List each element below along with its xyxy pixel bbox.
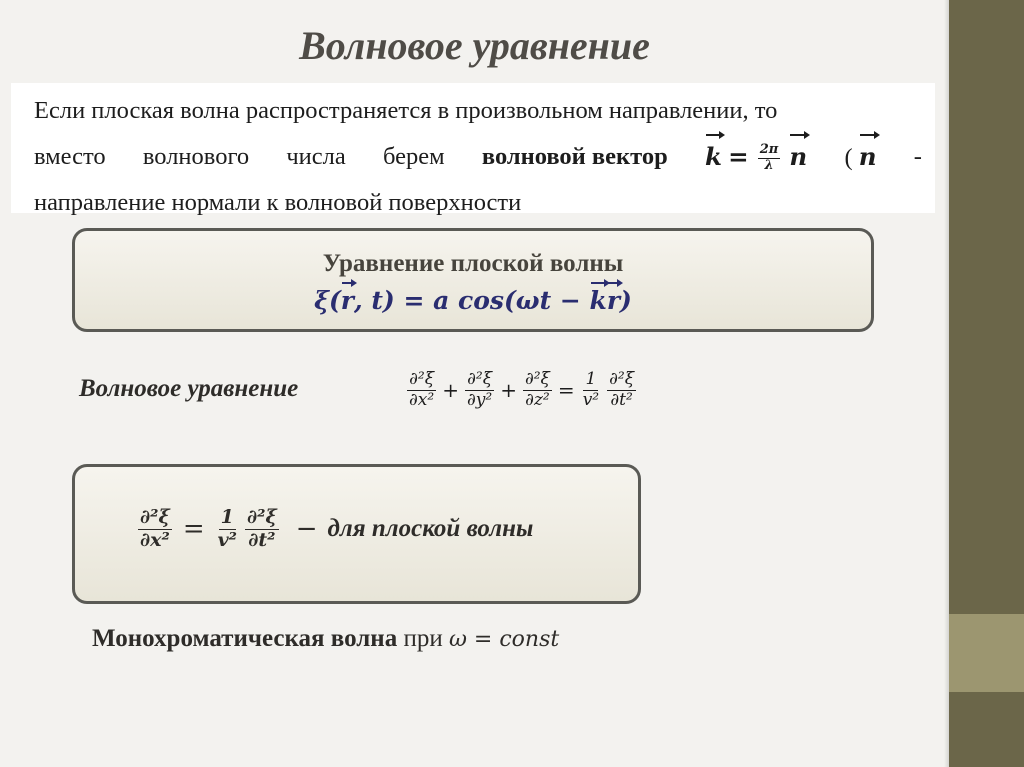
term-z [523,370,552,410]
fraction-denominator: ∂x² [140,528,170,551]
intro-word: числа [286,143,346,170]
vector-n-note: n [859,138,877,176]
fraction-numerator: ∂²ξ [524,369,550,389]
dash-symbol: − [295,514,318,545]
fraction-denominator: v² [217,528,237,551]
rhs-term [245,507,279,552]
plus-sign: + [500,378,517,403]
vector-k: k [589,286,607,315]
intro-word: вместо [34,143,106,170]
vector-r: r [340,286,354,315]
fraction-numerator: ∂²ξ [409,369,435,389]
fraction-numerator: 1 [220,506,234,528]
equals-sign: = [728,141,749,171]
plane-wave-equation [135,507,533,552]
coef-one-over-v2 [216,507,239,552]
plane-wave-equation-box [72,464,641,604]
intro-line-3: направление нормали к волновой поверхности [34,189,522,216]
slide-title: Волновое уравнение [299,23,650,68]
formula-part: ) [620,286,632,315]
wave-vector-formula [705,138,807,177]
monochromatic-term: Монохроматическая волна [92,625,398,652]
fraction-numerator: 2π [759,142,779,158]
plus-sign: + [442,378,459,403]
open-paren: ( [844,143,853,171]
term-x [407,370,436,410]
coef-one-over-v2 [581,370,601,410]
omega-const-formula: ω = const [448,627,560,652]
intro-line-2 [34,130,922,184]
fraction-numerator: ∂²ξ [467,369,493,389]
intro-text [34,92,922,222]
wave-equation-formula [404,370,639,410]
wave-equation-label: Волновое уравнение [79,375,299,402]
equals-sign: = [182,514,205,545]
formula-part: , t) = a cos(ωt − [353,286,590,315]
fraction-numerator: ∂²ξ [246,506,277,528]
vector-k: k [705,138,722,176]
dash-symbol: - [913,143,922,170]
plane-wave-note: для плоской волны [327,515,534,543]
fraction-denominator: ∂t² [248,528,276,551]
vector-n: n [789,138,807,176]
fraction-numerator: ∂²ξ [609,369,635,389]
plane-wave-title: Уравнение плоской волны [322,250,624,277]
intro-word: берем [383,143,445,170]
fraction-denominator: ∂z² [525,389,550,410]
fraction-numerator: ∂²ξ [140,506,170,528]
plane-wave-box [72,228,874,332]
formula-part: ξ( [314,286,341,315]
fraction-denominator: ∂y² [466,389,493,410]
fraction-denominator: ∂x² [409,389,435,410]
two-pi-over-lambda [758,143,781,174]
plane-wave-formula [75,286,871,315]
sidebar-accent-block [949,614,1024,692]
intro-line-1: Если плоская волна распространяется в произвольном направлении, то [34,97,778,124]
term-y [465,370,494,410]
vector-r: r [606,286,620,315]
fraction-denominator: ∂t² [610,389,633,410]
term-t [607,370,636,410]
fraction-numerator: 1 [585,369,597,389]
lhs-term [138,507,172,552]
note-paren [844,138,876,177]
intro-word: волнового [142,143,250,170]
fraction-denominator: λ [764,158,774,174]
wave-vector-term: волновой вектор [481,143,668,170]
equals-sign: = [557,378,575,403]
monochromatic-connector: при [397,625,449,652]
fraction-denominator: v² [582,389,600,410]
monochromatic-line [92,625,559,653]
